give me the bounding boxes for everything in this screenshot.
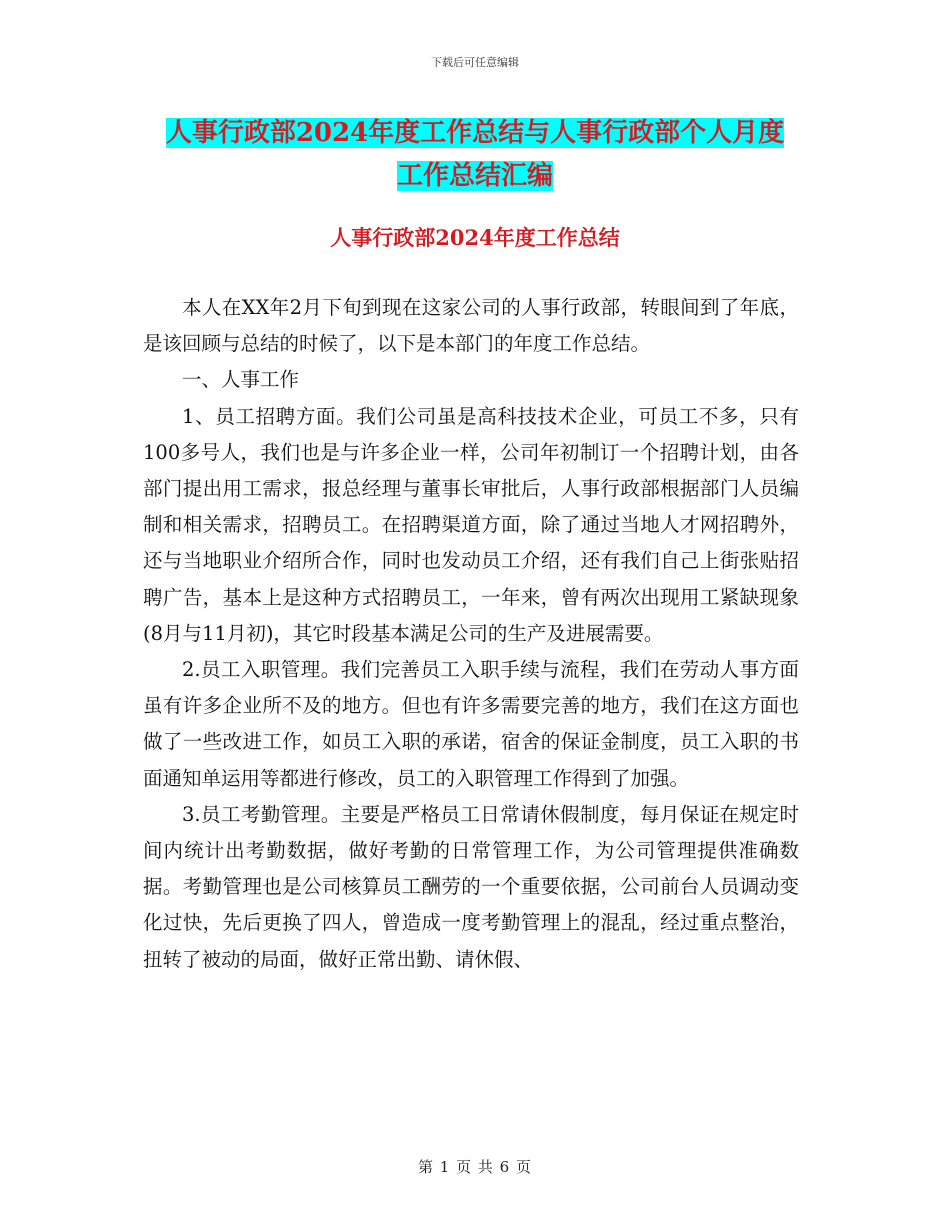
- header-note: 下载后可任意编辑: [431, 56, 519, 69]
- section-title: 人事行政部2024年度工作总结: [330, 225, 620, 250]
- document-title: [0, 112, 950, 198]
- title-line-1: 人事行政部2024年度工作总结与人事行政部个人月度: [165, 118, 785, 148]
- title-line-2: 工作总结汇编: [396, 161, 553, 191]
- paragraph-onboarding: 2.员工入职管理。我们完善员工入职手续与流程，我们在劳动人事方面虽有许多企业所不及的地方。但也有许多需要完善的地方，我们在这方面也做了一些改进工作，如员工入职的承诺，宿舍的保证金制度，员工入职的书面通知单运用等都进行修改，员工的入职管理工作得到了加强。: [143, 658, 799, 790]
- paragraph-attendance: 3.员工考勤管理。主要是严格员工日常请休假制度，每月保证在规定时间内统计出考勤数据，做好考勤的日常管理工作，为公司管理提供准确数据。考勤管理也是公司核算员工酬劳的一个重要依据，公司前台人员调动变化过快，先后更换了四人，曾造成一度考勤管理上的混乱，经过重点整治，扭转了被动的局面，做好正常出勤、请休假、: [143, 802, 799, 971]
- paragraph-intro: 本人在XX年2月下旬到现在这家公司的人事行政部，转眼间到了年底，是该回顾与总结的时候了，以下是本部门的年度工作总结。: [143, 296, 799, 356]
- body-text: [143, 290, 799, 978]
- paragraph-recruitment: 1、员工招聘方面。我们公司虽是高科技技术企业，可员工不多，只有100多号人，我们也是与许多企业一样，公司年初制订一个招聘计划，由各部门提出用工需求，报总经理与董事长审批后，人事行政部根据部门人员编制和相关需求，招聘员工。在招聘渠道方面，除了通过当地人才网招聘外，还与当地职业介绍所合作，同时也发动员工介绍，还有我们自己上街张贴招聘广告，基本上是这种方式招聘员工，一年来，曾有两次出现用工紧缺现象(8月与11月初)，其它时段基本满足公司的生产及进展需要。: [143, 404, 799, 645]
- page-number: 第 1 页 共 6 页: [418, 1158, 532, 1176]
- section-heading-hr: 一、人事工作: [182, 368, 300, 392]
